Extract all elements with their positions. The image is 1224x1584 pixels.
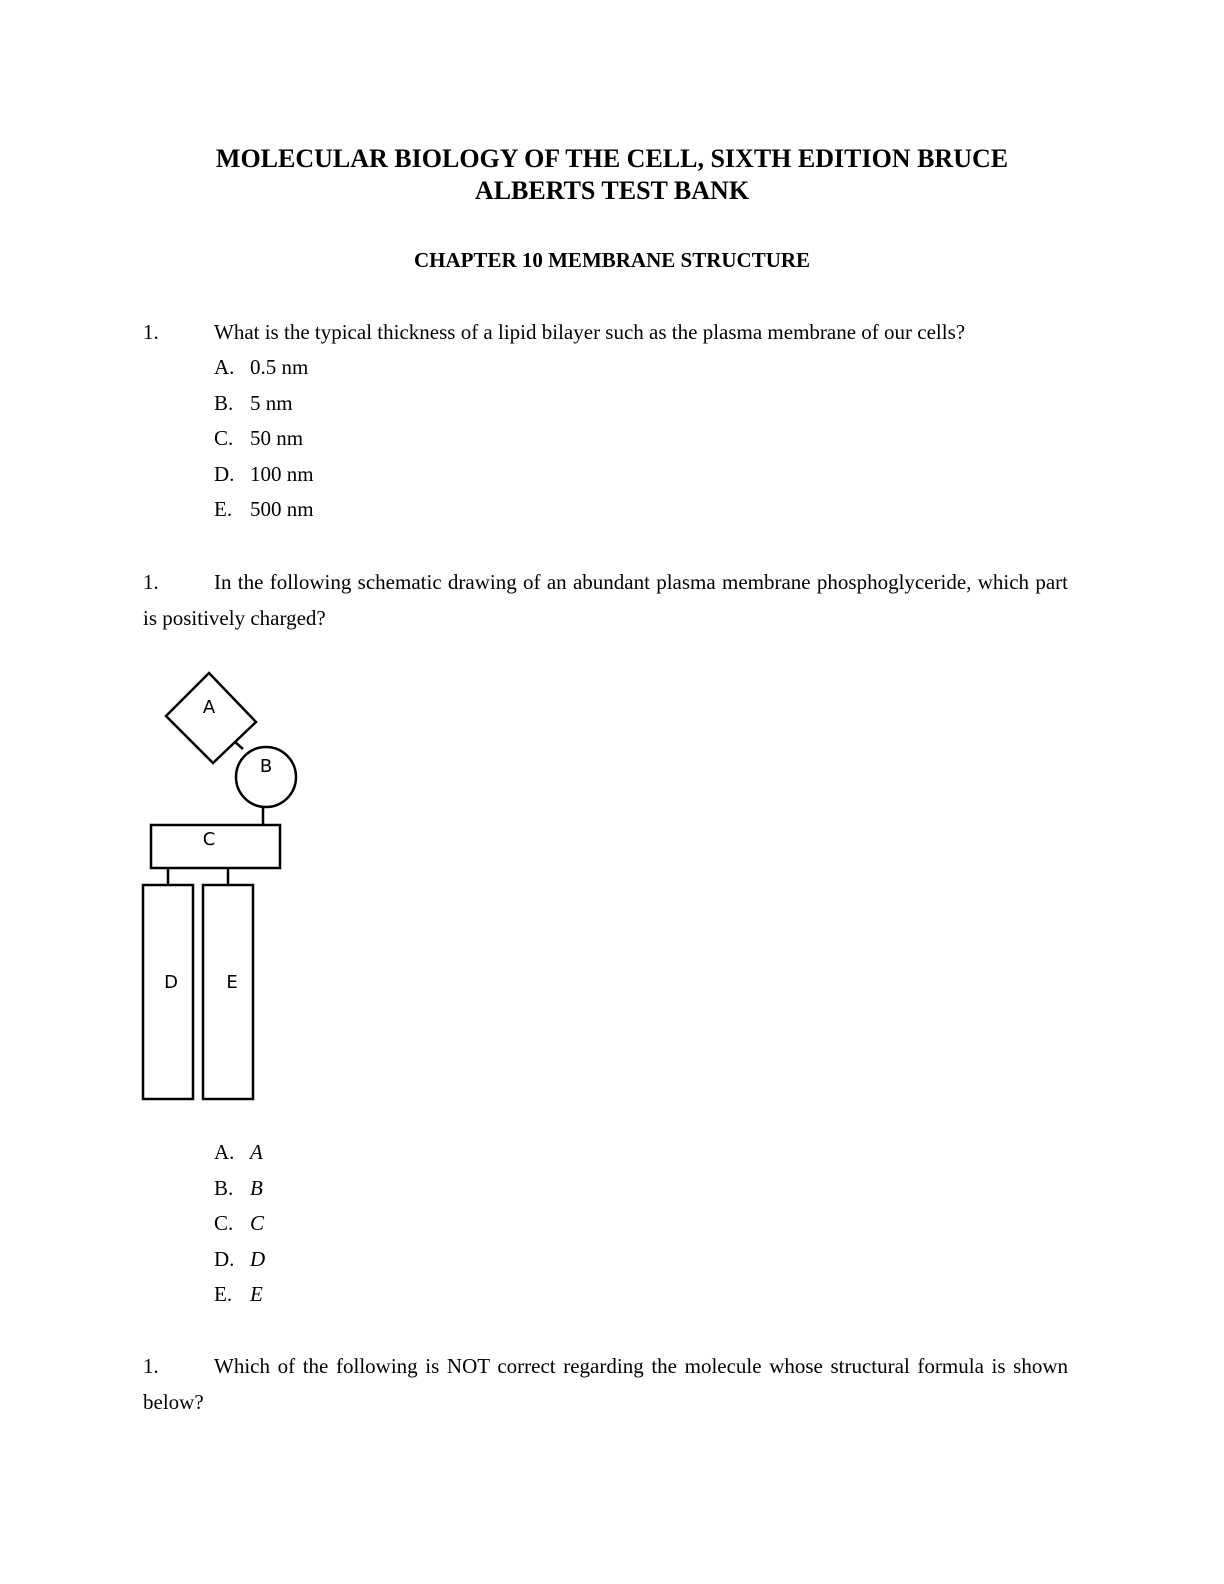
label-d: D	[164, 972, 178, 993]
option-a: A. A	[214, 1140, 263, 1164]
option-d: D. D	[214, 1246, 266, 1271]
question-1	[143, 314, 1068, 350]
question-3	[143, 1348, 1068, 1420]
document-title-line1: MOLECULAR BIOLOGY OF THE CELL, SIXTH EDITION BRUCE	[215, 144, 1009, 173]
question-1-options	[214, 350, 314, 528]
option-c: C. C	[214, 1211, 265, 1235]
question-text: What is the typical thickness of a lipid bilayer such as the plasma membrane of our cells?	[214, 320, 966, 344]
question-2-options	[214, 1135, 265, 1313]
question-number: 1.	[143, 320, 159, 344]
option-d: D. 100 nm	[214, 461, 314, 486]
label-c: C	[202, 829, 216, 850]
question-2	[143, 564, 1068, 636]
chapter-heading: CHAPTER 10 MEMBRANE STRUCTURE	[413, 248, 811, 272]
label-a: A	[202, 697, 216, 718]
option-e: E. E	[214, 1282, 263, 1306]
label-b: B	[259, 756, 273, 777]
phosphoglyceride-diagram	[130, 662, 310, 1107]
diagram-part-c	[151, 825, 280, 868]
question-number: 1.	[143, 1354, 159, 1378]
label-e: E	[226, 972, 238, 993]
question-number: 1.	[143, 570, 159, 594]
option-c: C. 50 nm	[214, 426, 304, 450]
option-b: B. B	[214, 1175, 263, 1200]
option-b: B. 5 nm	[214, 390, 293, 415]
question-text: Which of the following is NOT correct regarding the molecule whose structural formula is shown below?	[143, 1354, 1068, 1414]
option-a: A. 0.5 nm	[214, 355, 309, 379]
option-e: E. 500 nm	[214, 497, 314, 521]
question-text: In the following schematic drawing of an abundant plasma membrane phosphoglyceride, which part is positively charged?	[143, 570, 1068, 630]
connector-a-b	[235, 742, 243, 749]
document-title-line2: ALBERTS TEST BANK	[474, 176, 750, 205]
